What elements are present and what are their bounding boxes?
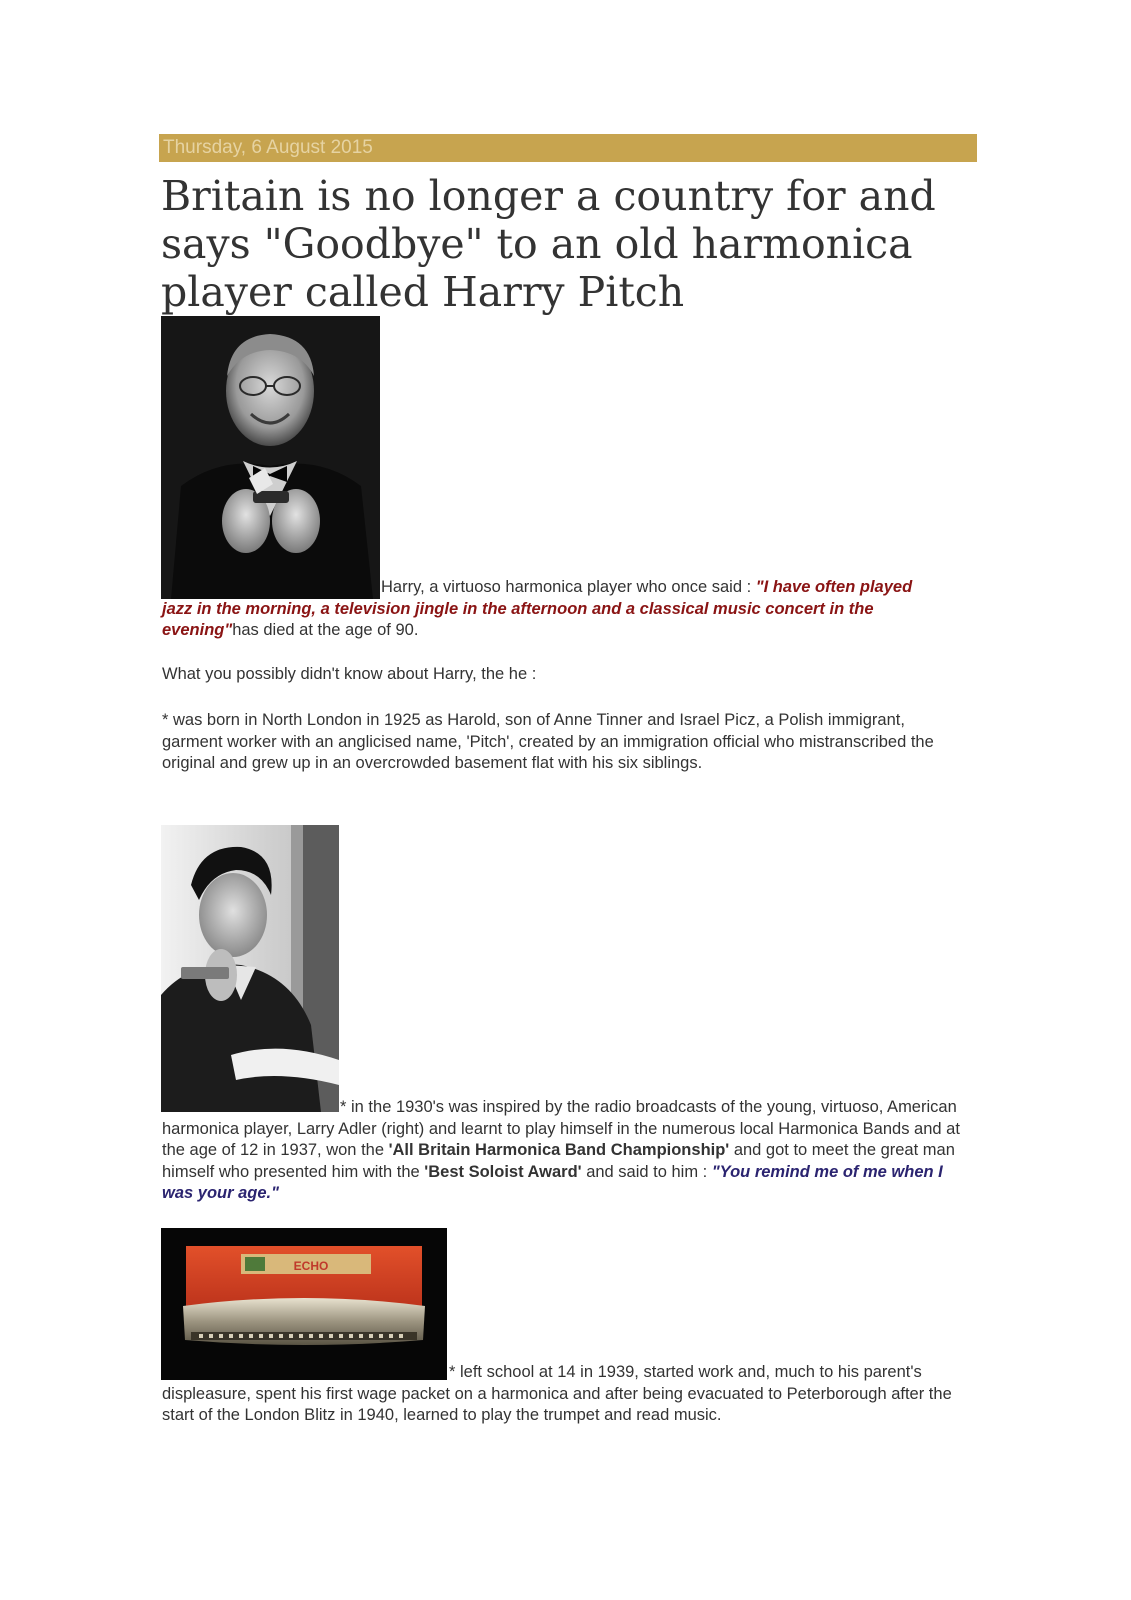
post-title: Britain is no longer a country for and says "Goodbye" to an old harmonica player called Harry Pitch (161, 172, 936, 316)
inspired-text-3: and said to him : (581, 1162, 712, 1181)
subheading: What you possibly didn't know about Harry, the he : (162, 665, 537, 683)
intro-paragraph (162, 577, 932, 642)
post-date: Thursday, 6 August 2015 (159, 134, 977, 162)
intro-lead: Harry, a virtuoso harmonica player who once said : (381, 578, 756, 596)
award-best-soloist: 'Best Soloist Award' (424, 1162, 582, 1181)
harmonica-illustration (161, 1228, 447, 1380)
fact-birth: * was born in North London in 1925 as Harold, son of Anne Tinner and Israel Picz, a Polish immigrant, garment worker with an anglicised name, 'Pitch', created by an immigration official who mistranscribed the original and grew up in an overcrowded basement flat with his six siblings. (162, 711, 934, 772)
intro-quote: "I have often played jazz in the morning, a television jingle in the afternoon and a classical music concert in the evening" (162, 578, 913, 639)
portrait-illustration (161, 316, 380, 599)
inspired-text-2: and got to meet the great man himself who presented him with the (162, 1141, 955, 1181)
young-harry-illustration (161, 825, 339, 1112)
fact-inspired (162, 1097, 962, 1205)
fact-school: * left school at 14 in 1939, started work and, much to his parent's displeasure, spent his first wage packet on a harmonica and after being evacuated to Peterborough after the start of the London Blitz in 1940, learned to play the trumpet and read music. (162, 1363, 952, 1424)
young-harry-harmonica-photo (161, 825, 339, 1112)
inspired-text-1: * in the 1930's was inspired by the radio broadcasts of the young, virtuoso, American harmonica player, Larry Adler (right) and learnt to play himself in the numerous local Harmonica Bands and at the age of 12 in 1937, won the (162, 1098, 960, 1159)
award-band-championship: 'All Britain Harmonica Band Championship' (388, 1141, 730, 1159)
adler-quote: "You remind me of me when I was your age." (162, 1162, 943, 1202)
box-label: ECHO (293, 1259, 329, 1273)
harry-pitch-portrait-photo (161, 316, 380, 599)
intro-tail: has died at the age of 90. (232, 621, 419, 639)
harmonica-box-photo (161, 1228, 447, 1380)
